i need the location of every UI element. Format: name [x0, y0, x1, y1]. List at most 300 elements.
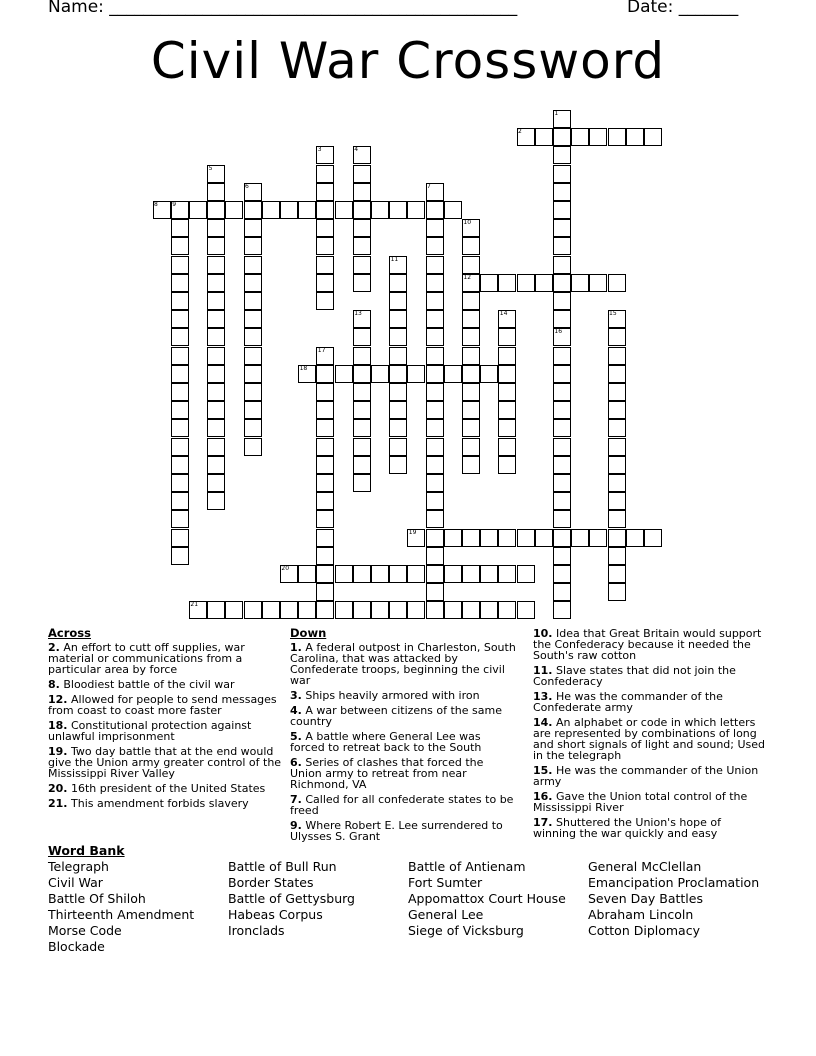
grid-cell[interactable] — [207, 347, 225, 365]
word-bank-entry: Battle of Gettysburg — [228, 891, 355, 906]
grid-cell[interactable] — [389, 601, 407, 619]
grid-cell[interactable] — [444, 601, 462, 619]
grid-cell[interactable] — [207, 292, 225, 310]
grid-cell[interactable] — [207, 328, 225, 346]
grid-cell[interactable] — [426, 401, 444, 419]
grid-cell[interactable] — [316, 183, 334, 201]
grid-cell[interactable] — [426, 219, 444, 237]
grid-cell[interactable] — [353, 601, 371, 619]
grid-cell[interactable] — [608, 547, 626, 565]
grid-cell[interactable] — [316, 274, 334, 292]
grid-cell[interactable] — [207, 256, 225, 274]
grid-clue-number: 15 — [609, 310, 617, 318]
grid-cell[interactable] — [444, 365, 462, 383]
grid-clue-number: 9 — [172, 201, 177, 208]
grid-cell[interactable] — [462, 256, 480, 274]
grid-cell[interactable] — [298, 565, 316, 583]
grid-cell[interactable] — [644, 128, 662, 146]
grid-cell[interactable] — [517, 274, 535, 292]
grid-cell[interactable] — [316, 419, 334, 437]
grid-cell[interactable] — [553, 601, 571, 619]
clue-number: 7. — [290, 793, 302, 806]
grid-cell[interactable] — [244, 601, 262, 619]
grid-cell[interactable] — [553, 401, 571, 419]
clue-item — [48, 783, 284, 794]
grid-cell[interactable] — [389, 419, 407, 437]
grid-cell[interactable] — [553, 201, 571, 219]
grid-cell[interactable] — [207, 219, 225, 237]
grid-cell[interactable] — [244, 419, 262, 437]
grid-cell[interactable] — [353, 256, 371, 274]
word-bank-entry: Fort Sumter — [408, 875, 483, 890]
grid-cell[interactable] — [553, 274, 571, 292]
grid-cell[interactable] — [462, 565, 480, 583]
grid-cell[interactable] — [626, 128, 644, 146]
clue-item — [48, 694, 284, 716]
grid-cell[interactable] — [389, 383, 407, 401]
word-bank-entry: Thirteenth Amendment — [48, 907, 195, 922]
grid-cell[interactable] — [371, 601, 389, 619]
grid-cell[interactable] — [353, 219, 371, 237]
grid-cell[interactable] — [426, 474, 444, 492]
grid-cell[interactable] — [553, 365, 571, 383]
grid-cell[interactable] — [316, 565, 334, 583]
grid-cell[interactable] — [171, 292, 189, 310]
grid-cell[interactable] — [244, 219, 262, 237]
grid-cell[interactable] — [517, 529, 535, 547]
grid-cell[interactable] — [553, 347, 571, 365]
grid-cell[interactable] — [207, 274, 225, 292]
grid-cell[interactable] — [426, 383, 444, 401]
grid-cell[interactable] — [207, 474, 225, 492]
grid-cell[interactable] — [426, 292, 444, 310]
grid-cell[interactable] — [407, 365, 425, 383]
grid-cell[interactable] — [517, 565, 535, 583]
grid-cell[interactable] — [426, 583, 444, 601]
grid-cell[interactable] — [608, 328, 626, 346]
grid-cell[interactable] — [244, 310, 262, 328]
grid-cell[interactable] — [462, 237, 480, 255]
grid-cell[interactable] — [553, 165, 571, 183]
grid-cell[interactable] — [316, 292, 334, 310]
grid-cell[interactable] — [462, 438, 480, 456]
grid-cell[interactable] — [353, 419, 371, 437]
grid-cell[interactable] — [244, 237, 262, 255]
grid-cell[interactable] — [353, 456, 371, 474]
grid-cell[interactable] — [316, 456, 334, 474]
grid-cell[interactable] — [171, 383, 189, 401]
clue-item — [48, 798, 284, 809]
grid-cell[interactable] — [171, 529, 189, 547]
grid-cell[interactable] — [389, 310, 407, 328]
clue-text: Shuttered the Union's hope of winning the war quickly and easy — [533, 816, 721, 840]
grid-cell[interactable] — [426, 492, 444, 510]
grid-cell[interactable] — [353, 474, 371, 492]
grid-cell[interactable] — [462, 347, 480, 365]
grid-cell[interactable] — [207, 456, 225, 474]
grid-cell[interactable] — [280, 201, 298, 219]
grid-cell[interactable] — [389, 274, 407, 292]
grid-cell[interactable] — [571, 529, 589, 547]
grid-cell[interactable] — [608, 383, 626, 401]
grid-cell[interactable] — [608, 529, 626, 547]
grid-cell[interactable] — [462, 401, 480, 419]
clue-text: A war between citizens of the same country — [290, 704, 502, 728]
grid-cell[interactable] — [316, 383, 334, 401]
grid-cell[interactable] — [480, 565, 498, 583]
grid-cell[interactable] — [480, 365, 498, 383]
grid-cell[interactable] — [262, 601, 280, 619]
clue-text: Constitutional protection against unlawful imprisonment — [48, 719, 252, 743]
clue-text: Gave the Union total control of the Mississippi River — [533, 790, 748, 814]
grid-cell[interactable] — [553, 474, 571, 492]
grid-cell[interactable] — [553, 456, 571, 474]
grid-cell[interactable] — [498, 347, 516, 365]
grid-cell[interactable] — [353, 401, 371, 419]
grid-cell[interactable] — [480, 529, 498, 547]
grid-cell[interactable] — [462, 383, 480, 401]
grid-clue-number: 16 — [554, 328, 563, 336]
grid-cell[interactable] — [589, 529, 607, 547]
clue-text: This amendment forbids slavery — [67, 797, 249, 810]
clue-number: 3. — [290, 689, 302, 702]
grid-cell[interactable] — [316, 438, 334, 456]
grid-cell[interactable] — [608, 474, 626, 492]
grid-cell[interactable] — [426, 347, 444, 365]
grid-clue-number: 4 — [354, 146, 359, 154]
grid-cell[interactable] — [335, 201, 353, 219]
grid-cell[interactable] — [353, 328, 371, 346]
grid-cell[interactable] — [207, 419, 225, 437]
grid-cell[interactable] — [553, 383, 571, 401]
grid-cell[interactable] — [498, 328, 516, 346]
grid-cell[interactable] — [462, 365, 480, 383]
grid-cell[interactable] — [426, 510, 444, 528]
grid-cell[interactable] — [498, 529, 516, 547]
grid-cell[interactable] — [335, 601, 353, 619]
grid-cell[interactable] — [353, 347, 371, 365]
grid-cell[interactable] — [353, 237, 371, 255]
grid-clue-number: 7 — [427, 182, 431, 190]
grid-cell[interactable] — [498, 419, 516, 437]
clue-number: 12. — [48, 693, 68, 706]
grid-cell[interactable] — [553, 310, 571, 328]
grid-cell[interactable] — [553, 492, 571, 510]
grid-cell[interactable] — [462, 601, 480, 619]
grid-cell[interactable] — [371, 201, 389, 219]
grid-cell[interactable] — [498, 601, 516, 619]
grid-cell[interactable] — [389, 347, 407, 365]
clue-item — [48, 720, 284, 742]
grid-cell[interactable] — [171, 310, 189, 328]
word-bank-entry: Morse Code — [48, 923, 122, 938]
grid-cell[interactable] — [207, 365, 225, 383]
grid-cell[interactable] — [608, 438, 626, 456]
grid-cell[interactable] — [353, 383, 371, 401]
grid-cell[interactable] — [426, 365, 444, 383]
grid-cell[interactable] — [444, 565, 462, 583]
down-heading: Down — [290, 626, 327, 640]
grid-clue-number: 12 — [463, 273, 472, 281]
grid-cell[interactable] — [316, 492, 334, 510]
word-bank-entry: General Lee — [408, 907, 484, 922]
grid-cell[interactable] — [389, 328, 407, 346]
grid-cell[interactable] — [407, 565, 425, 583]
grid-cell[interactable] — [498, 401, 516, 419]
grid-cell[interactable] — [244, 401, 262, 419]
grid-cell[interactable] — [608, 365, 626, 383]
down-clues-continued — [533, 628, 765, 843]
grid-cell[interactable] — [535, 274, 553, 292]
grid-cell[interactable] — [353, 274, 371, 292]
grid-cell[interactable] — [553, 529, 571, 547]
grid-cell[interactable] — [608, 510, 626, 528]
grid-cell[interactable] — [171, 274, 189, 292]
grid-cell[interactable] — [626, 529, 644, 547]
grid-cell[interactable] — [171, 237, 189, 255]
grid-cell[interactable] — [426, 456, 444, 474]
grid-cell[interactable] — [389, 201, 407, 219]
grid-cell[interactable] — [426, 201, 444, 219]
grid-cell[interactable] — [444, 201, 462, 219]
grid-cell[interactable] — [389, 292, 407, 310]
grid-cell[interactable] — [171, 419, 189, 437]
grid-cell[interactable] — [262, 201, 280, 219]
grid-cell[interactable] — [553, 183, 571, 201]
grid-cell[interactable] — [316, 237, 334, 255]
grid-cell[interactable] — [553, 419, 571, 437]
grid-cell[interactable] — [407, 201, 425, 219]
grid-cell[interactable] — [389, 565, 407, 583]
grid-cell[interactable] — [553, 510, 571, 528]
grid-cell[interactable] — [244, 438, 262, 456]
grid-cell[interactable] — [444, 529, 462, 547]
grid-cell[interactable] — [244, 274, 262, 292]
grid-cell[interactable] — [426, 328, 444, 346]
grid-cell[interactable] — [644, 529, 662, 547]
word-bank-entry: Border States — [228, 875, 314, 890]
grid-cell[interactable] — [316, 256, 334, 274]
grid-cell[interactable] — [426, 274, 444, 292]
clue-number: 18. — [48, 719, 68, 732]
grid-cell[interactable] — [608, 274, 626, 292]
grid-cell[interactable] — [589, 128, 607, 146]
clue-text: He was the commander of the Union army — [533, 764, 759, 788]
grid-cell[interactable] — [171, 510, 189, 528]
grid-cell[interactable] — [571, 128, 589, 146]
grid-cell[interactable] — [207, 383, 225, 401]
grid-cell[interactable] — [171, 256, 189, 274]
grid-cell[interactable] — [207, 438, 225, 456]
grid-cell[interactable] — [480, 601, 498, 619]
grid-cell[interactable] — [462, 456, 480, 474]
grid-cell[interactable] — [207, 183, 225, 201]
grid-cell[interactable] — [207, 401, 225, 419]
grid-cell[interactable] — [608, 128, 626, 146]
clue-text: A federal outpost in Charleston, South Carolina, that was attacked by Confederate troops, beginning the civil war — [290, 641, 516, 687]
grid-cell[interactable] — [207, 201, 225, 219]
grid-cell[interactable] — [171, 547, 189, 565]
grid-cell[interactable] — [316, 474, 334, 492]
clue-text: Ships heavily armored with iron — [301, 689, 480, 702]
grid-cell[interactable] — [535, 529, 553, 547]
grid-cell[interactable] — [298, 601, 316, 619]
grid-cell[interactable] — [480, 274, 498, 292]
grid-cell[interactable] — [389, 401, 407, 419]
clue-number: 15. — [533, 764, 553, 777]
clue-item — [48, 642, 284, 675]
grid-cell[interactable] — [280, 601, 298, 619]
grid-cell[interactable] — [571, 274, 589, 292]
grid-cell[interactable] — [608, 419, 626, 437]
grid-cell[interactable] — [407, 601, 425, 619]
grid-cell[interactable] — [171, 456, 189, 474]
grid-cell[interactable] — [189, 201, 207, 219]
grid-cell[interactable] — [316, 601, 334, 619]
grid-cell[interactable] — [207, 310, 225, 328]
grid-cell[interactable] — [608, 492, 626, 510]
grid-cell[interactable] — [171, 474, 189, 492]
grid-cell[interactable] — [353, 365, 371, 383]
grid-cell[interactable] — [316, 529, 334, 547]
grid-cell[interactable] — [498, 456, 516, 474]
clue-item — [290, 731, 516, 753]
grid-cell[interactable] — [316, 547, 334, 565]
grid-cell[interactable] — [426, 256, 444, 274]
grid-cell[interactable] — [389, 456, 407, 474]
grid-cell[interactable] — [207, 601, 225, 619]
grid-cell[interactable] — [353, 438, 371, 456]
grid-cell[interactable] — [426, 310, 444, 328]
grid-cell[interactable] — [498, 383, 516, 401]
grid-cell[interactable] — [498, 365, 516, 383]
clue-item — [533, 717, 765, 761]
grid-cell[interactable] — [244, 365, 262, 383]
grid-cell[interactable] — [207, 492, 225, 510]
grid-cell[interactable] — [553, 583, 571, 601]
grid-cell[interactable] — [353, 165, 371, 183]
grid-cell[interactable] — [553, 565, 571, 583]
grid-cell[interactable] — [171, 365, 189, 383]
grid-cell[interactable] — [426, 601, 444, 619]
word-bank-entry: Battle of Antienam — [408, 859, 526, 874]
grid-cell[interactable] — [353, 201, 371, 219]
grid-cell[interactable] — [498, 274, 516, 292]
grid-cell[interactable] — [462, 310, 480, 328]
grid-cell[interactable] — [608, 401, 626, 419]
grid-cell[interactable] — [426, 565, 444, 583]
grid-cell[interactable] — [553, 547, 571, 565]
grid-cell[interactable] — [426, 419, 444, 437]
grid-cell[interactable] — [225, 601, 243, 619]
grid-cell[interactable] — [171, 328, 189, 346]
grid-cell[interactable] — [535, 128, 553, 146]
clue-number: 2. — [48, 641, 60, 654]
grid-cell[interactable] — [225, 201, 243, 219]
grid-cell[interactable] — [171, 401, 189, 419]
word-bank-entry: General McClellan — [588, 859, 702, 874]
grid-cell[interactable] — [426, 438, 444, 456]
grid-cell[interactable] — [608, 456, 626, 474]
clue-text: An effort to cutt off supplies, war material or communications from a particular area by force — [48, 641, 245, 676]
grid-cell[interactable] — [171, 219, 189, 237]
grid-cell[interactable] — [244, 383, 262, 401]
word-bank-entry: Blockade — [48, 939, 105, 954]
grid-cell[interactable] — [371, 365, 389, 383]
grid-cell[interactable] — [426, 237, 444, 255]
grid-cell[interactable] — [244, 292, 262, 310]
grid-clue-number: 13 — [354, 310, 362, 318]
grid-cell[interactable] — [298, 201, 316, 219]
grid-cell[interactable] — [316, 201, 334, 219]
grid-cell[interactable] — [462, 529, 480, 547]
grid-cell[interactable] — [517, 601, 535, 619]
grid-cell[interactable] — [316, 510, 334, 528]
grid-cell[interactable] — [244, 201, 262, 219]
grid-cell[interactable] — [316, 365, 334, 383]
name-field-label: Name: ________________________________________________ — [48, 0, 518, 17]
grid-cell[interactable] — [589, 274, 607, 292]
clue-text: He was the commander of the Confederate army — [533, 690, 723, 714]
grid-cell[interactable] — [608, 565, 626, 583]
clue-number: 6. — [290, 756, 302, 769]
grid-cell[interactable] — [316, 219, 334, 237]
grid-cell[interactable] — [553, 128, 571, 146]
grid-cell[interactable] — [498, 565, 516, 583]
grid-cell[interactable] — [553, 438, 571, 456]
grid-cell[interactable] — [335, 565, 353, 583]
grid-cell[interactable] — [498, 438, 516, 456]
grid-cell[interactable] — [553, 219, 571, 237]
grid-cell[interactable] — [553, 237, 571, 255]
grid-cell[interactable] — [244, 256, 262, 274]
clue-number: 19. — [48, 745, 68, 758]
grid-cell[interactable] — [389, 365, 407, 383]
grid-cell[interactable] — [389, 438, 407, 456]
grid-cell[interactable] — [608, 583, 626, 601]
grid-cell[interactable] — [553, 256, 571, 274]
grid-cell[interactable] — [244, 347, 262, 365]
grid-cell[interactable] — [608, 347, 626, 365]
grid-cell[interactable] — [553, 146, 571, 164]
grid-clue-number: 11 — [390, 255, 399, 263]
word-bank-entry: Telegraph — [48, 859, 109, 874]
clue-text: Two day battle that at the end would give the Union army greater control of the Mississippi River Valley — [48, 745, 282, 780]
grid-cell[interactable] — [316, 401, 334, 419]
grid-cell[interactable] — [171, 492, 189, 510]
grid-cell[interactable] — [462, 328, 480, 346]
grid-cell[interactable] — [353, 565, 371, 583]
grid-cell[interactable] — [244, 328, 262, 346]
grid-cell[interactable] — [371, 565, 389, 583]
grid-cell[interactable] — [462, 419, 480, 437]
grid-cell[interactable] — [462, 292, 480, 310]
grid-cell[interactable] — [553, 292, 571, 310]
grid-cell[interactable] — [171, 438, 189, 456]
grid-cell[interactable] — [316, 583, 334, 601]
word-bank-entry: Ironclads — [228, 923, 285, 938]
grid-cell[interactable] — [207, 237, 225, 255]
clue-number: 16. — [533, 790, 553, 803]
grid-clue-number: 21 — [190, 601, 199, 609]
grid-cell[interactable] — [316, 165, 334, 183]
grid-cell[interactable] — [426, 529, 444, 547]
clue-number: 20. — [48, 782, 68, 795]
grid-cell[interactable] — [426, 547, 444, 565]
grid-cell[interactable] — [335, 365, 353, 383]
grid-cell[interactable] — [171, 347, 189, 365]
grid-cell[interactable] — [353, 183, 371, 201]
